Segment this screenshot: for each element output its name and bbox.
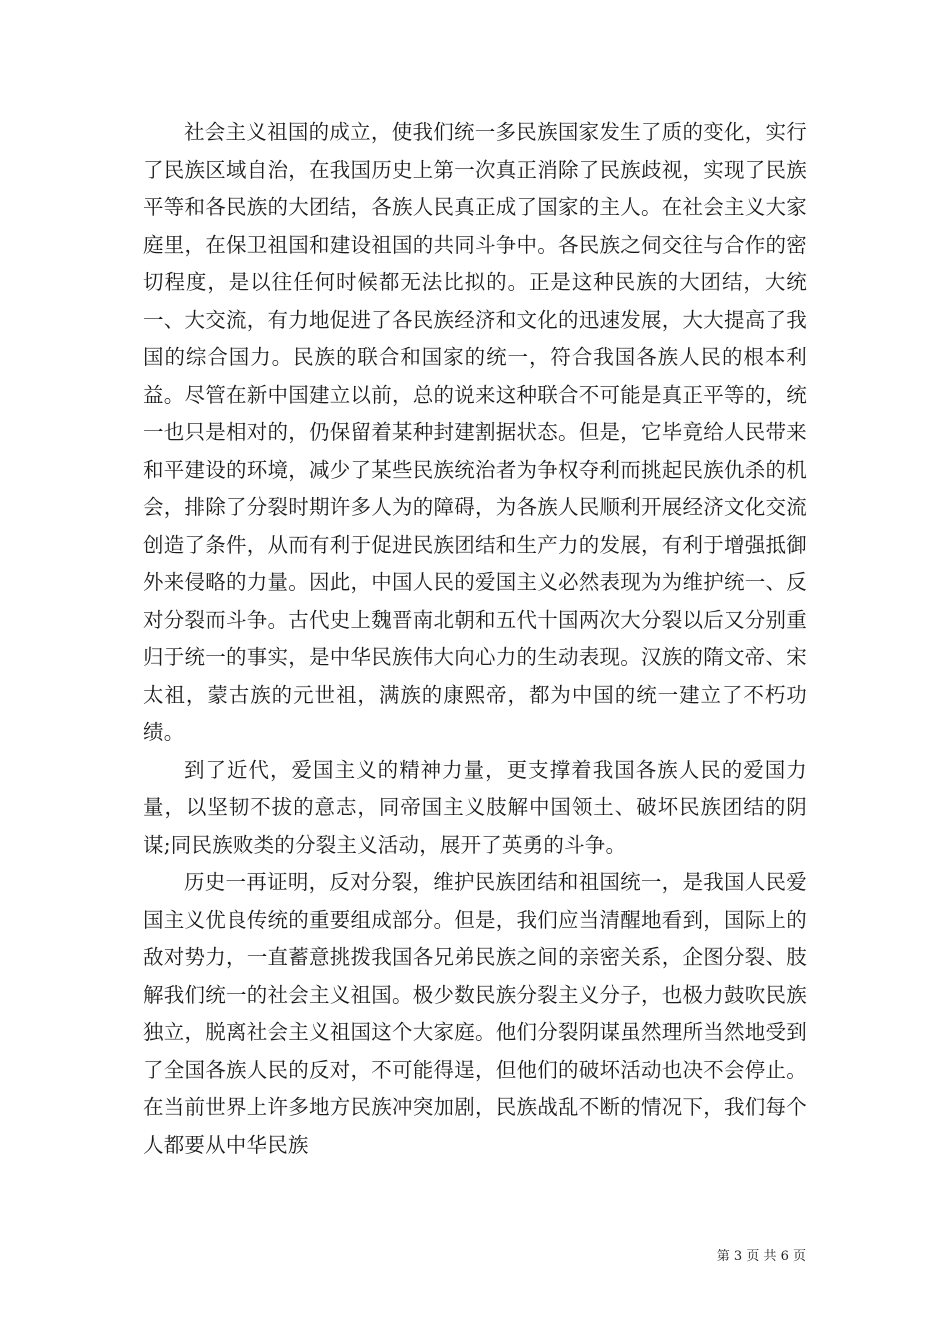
page-number: 第 3 页 共 6 页 [716,1249,806,1264]
paragraph-1: 社会主义祖国的成立，使我们统一多民族国家发生了质的变化，实行了民族区域自治，在我国历史上第一次真正消除了民族歧视，实现了民族平等和各民族的大团结，各族人民真正成了国家的主人。在社会主义大家庭里，在保卫祖国和建设祖国的共同斗争中。各民族之伺交往与合作的密切程度，是以往任何时候都无法比拟的。正是这种民族的大团结，大统一、大交流，有力地促进了各民族经济和文化的迅速发展，大大提高了我国的综合国力。民族的联合和国家的统一，符合我国各族人民的根本利益。尽管在新中国建立以前，总的说来这种联合不可能是真正平等的，统一也只是相对的，仍保留着某种封建割据状态。但是，它毕竟给人民带来和平建设的环境，减少了某些民族统治者为争权夺利而挑起民族仇杀的机会，排除了分裂时期许多人为的障碍，为各族人民顺利开展经济文化交流创造了条件，从而有利于促进民族团结和生产力的发展，有利于增强抵御外来侵略的力量。因此，中国人民的爱国主义必然表现为为维护统一、反对分裂而斗争。古代史上魏晋南北朝和五代十国两次大分裂以后又分别重归于统一的事实，是中华民族伟大向心力的生动表现。汉族的隋文帝、宋太祖，蒙古族的元世祖，满族的康熙帝，都为中国的统一建立了不朽功绩。 [143,120,807,744]
paragraph-2: 到了近代，爱国主义的精神力量，更支撑着我国各族人民的爱国力量，以坚韧不拔的意志，同帝国主义肢解中国领土、破坏民族团结的阴谋;同民族败类的分裂主义活动，展开了英勇的斗争。 [143,757,807,857]
body-text [143,114,807,1164]
paragraph-3: 历史一再证明，反对分裂，维护民族团结和祖国统一，是我国人民爱国主义优良传统的重要组成部分。但是，我们应当清醒地看到，国际上的敌对势力，一直蓄意挑拨我国各兄弟民族之间的亲密关系，企图分裂、肢解我们统一的社会主义祖国。极少数民族分裂主义分子，也极力鼓吹民族独立，脱离社会主义祖国这个大家庭。他们分裂阴谋虽然理所当然地受到了全国各族人民的反对，不可能得逞，但他们的破坏活动也决不会停止。在当前世界上许多地方民族冲突加剧，民族战乱不断的情况下，我们每个人都要从中华民族 [143,870,807,1157]
